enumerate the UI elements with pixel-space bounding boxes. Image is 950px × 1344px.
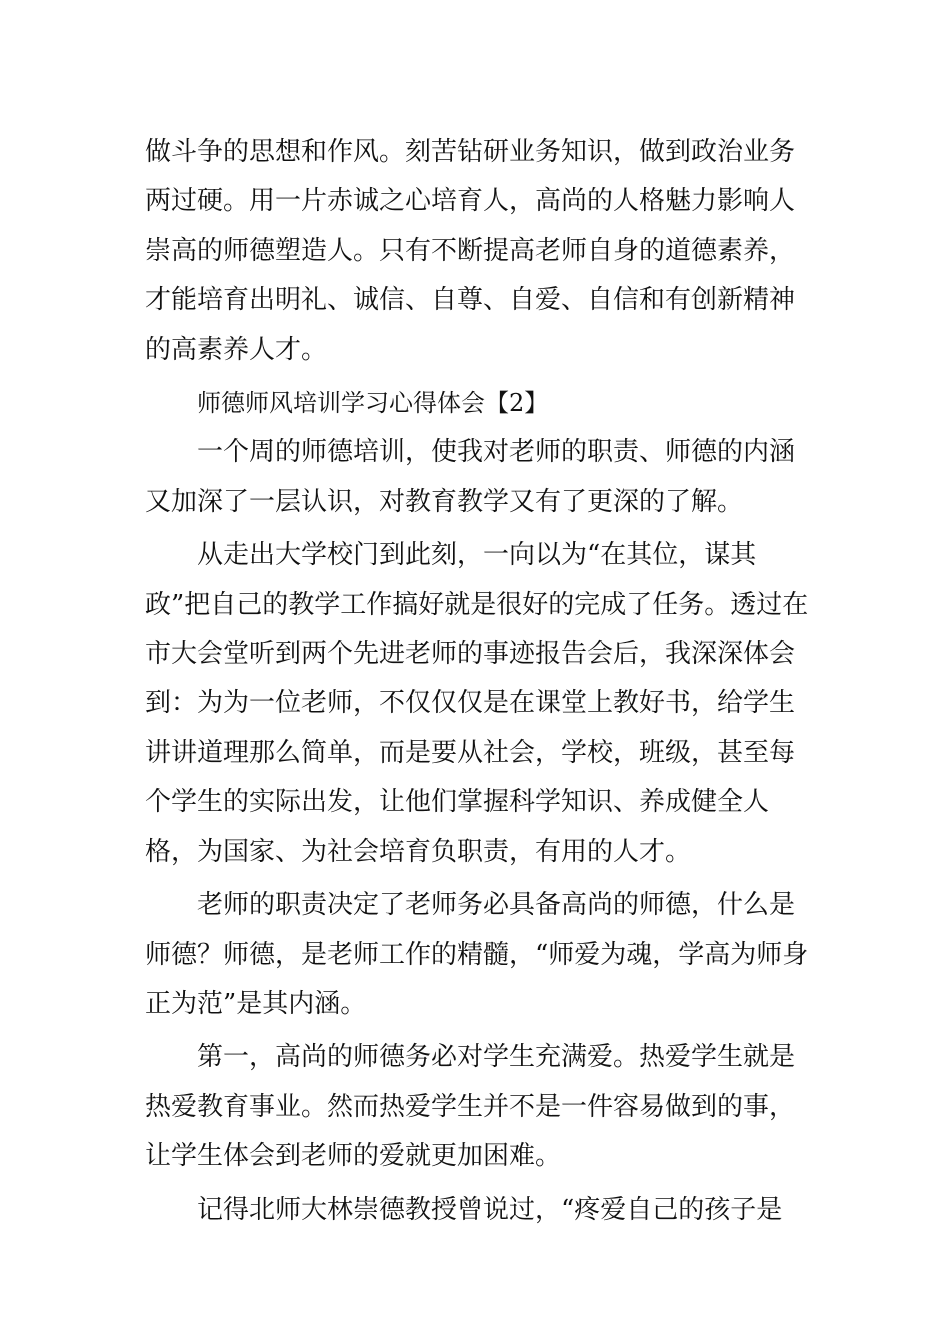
paragraph: 老师的职责决定了老师务必具备高尚的师德，什么是师德？师德，是老师工作的精髓，“师爱为魂，学高为师身正为范”是其内涵。 [145,890,809,1019]
section-heading: 师德师风培训学习心得体会【2】 [197,389,549,418]
paragraph: 从走出大学校门到此刻，一向以为“在其位，谋其政”把自己的教学工作搞好就是很好的完成了任务。透过在市大会堂听到两个先进老师的事迹报告会后，我深深体会到：为为一位老师，不仅仅仅是在课堂上教好书，给学生讲讲道理那么简单，而是要从社会，学校，班级，甚至每个学生的实际出发，让他们掌握科学知识、养成健全人格，为国家、为社会培育负职责，有用的人才。 [145,540,809,867]
document-body [145,128,810,1235]
paragraph: 第一，高尚的师德务必对学生充满爱。热爱学生就是热爱教育事业。然而热爱学生并不是一件容易做到的事，让学生体会到老师的爱就更加困难。 [145,1042,796,1172]
paragraph: 一个周的师德培训，使我对老师的职责、师德的内涵又加深了一层认识，对教育教学又有了更深的了解。 [145,437,796,517]
paragraph: 记得北师大林崇德教授曾说过，“疼爱自己的孩子是 [197,1194,783,1225]
paragraph-continuation: 做斗争的思想和作风。刻苦钻研业务知识，做到政治业务两过硬。用一片赤诚之心培育人，高尚的人格魅力影响人崇高的师德塑造人。只有不断提高老师自身的道德素养，才能培育出明礼、诚信、自尊、自爱、自信和有创新精神的高素养人才。 [145,137,796,365]
